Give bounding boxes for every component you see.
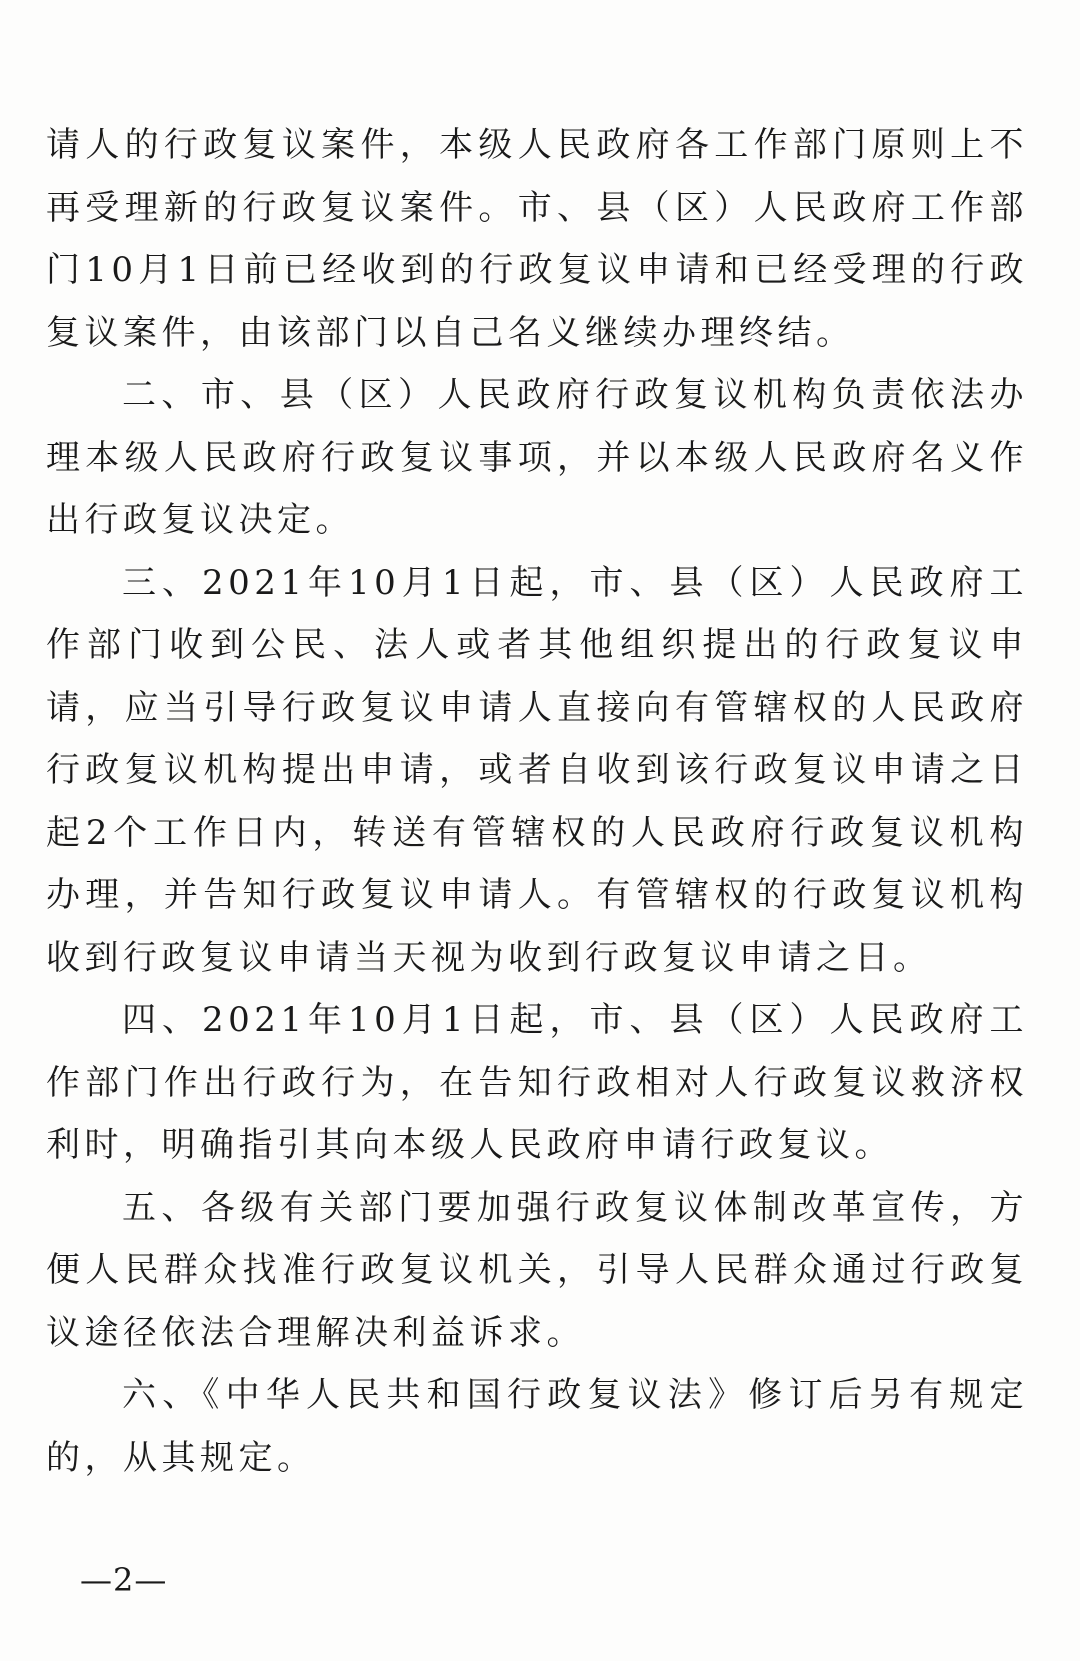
page-number: —2—	[80, 1561, 168, 1599]
paragraph-item-5: 五、各级有关部门要加强行政复议体制改革宣传，方便人民群众找准行政复议机关，引导人民群众通过行政复议途径依法合理解决利益诉求。	[46, 1187, 1028, 1353]
paragraph-continuation: 请人的行政复议案件，本级人民政府各工作部门原则上不再受理新的行政复议案件。市、县（区）人民政府工作部门10月1日前已经收到的行政复议申请和已经受理的行政复议案件，由该部门以自己名义继续办理终结。	[46, 125, 1028, 353]
paragraph-item-4: 四、2021年10月1日起，市、县（区）人民政府工作部门作出行政行为，在告知行政相对人行政复议救济权利时，明确指引其向本级人民政府申请行政复议。	[46, 1000, 1028, 1165]
paragraph-item-6: 六、《中华人民共和国行政复议法》修订后另有规定的，从其规定。	[46, 1375, 1028, 1478]
paragraph-item-3: 三、2021年10月1日起，市、县（区）人民政府工作部门收到公民、法人或者其他组织提出的行政复议申请，应当引导行政复议申请人直接向有管辖权的人民政府行政复议机构提出申请，或者自收到该行政复议申请之日起2个工作日内，转送有管辖权的人民政府行政复议机构办理，并告知行政复议申请人。有管辖权的行政复议机构收到行政复议申请当天视为收到行政复议申请之日。	[46, 562, 1028, 978]
document-body	[46, 114, 1028, 1489]
paragraph-item-2: 二、市、县（区）人民政府行政复议机构负责依法办理本级人民政府行政复议事项，并以本级人民政府名义作出行政复议决定。	[46, 375, 1028, 540]
